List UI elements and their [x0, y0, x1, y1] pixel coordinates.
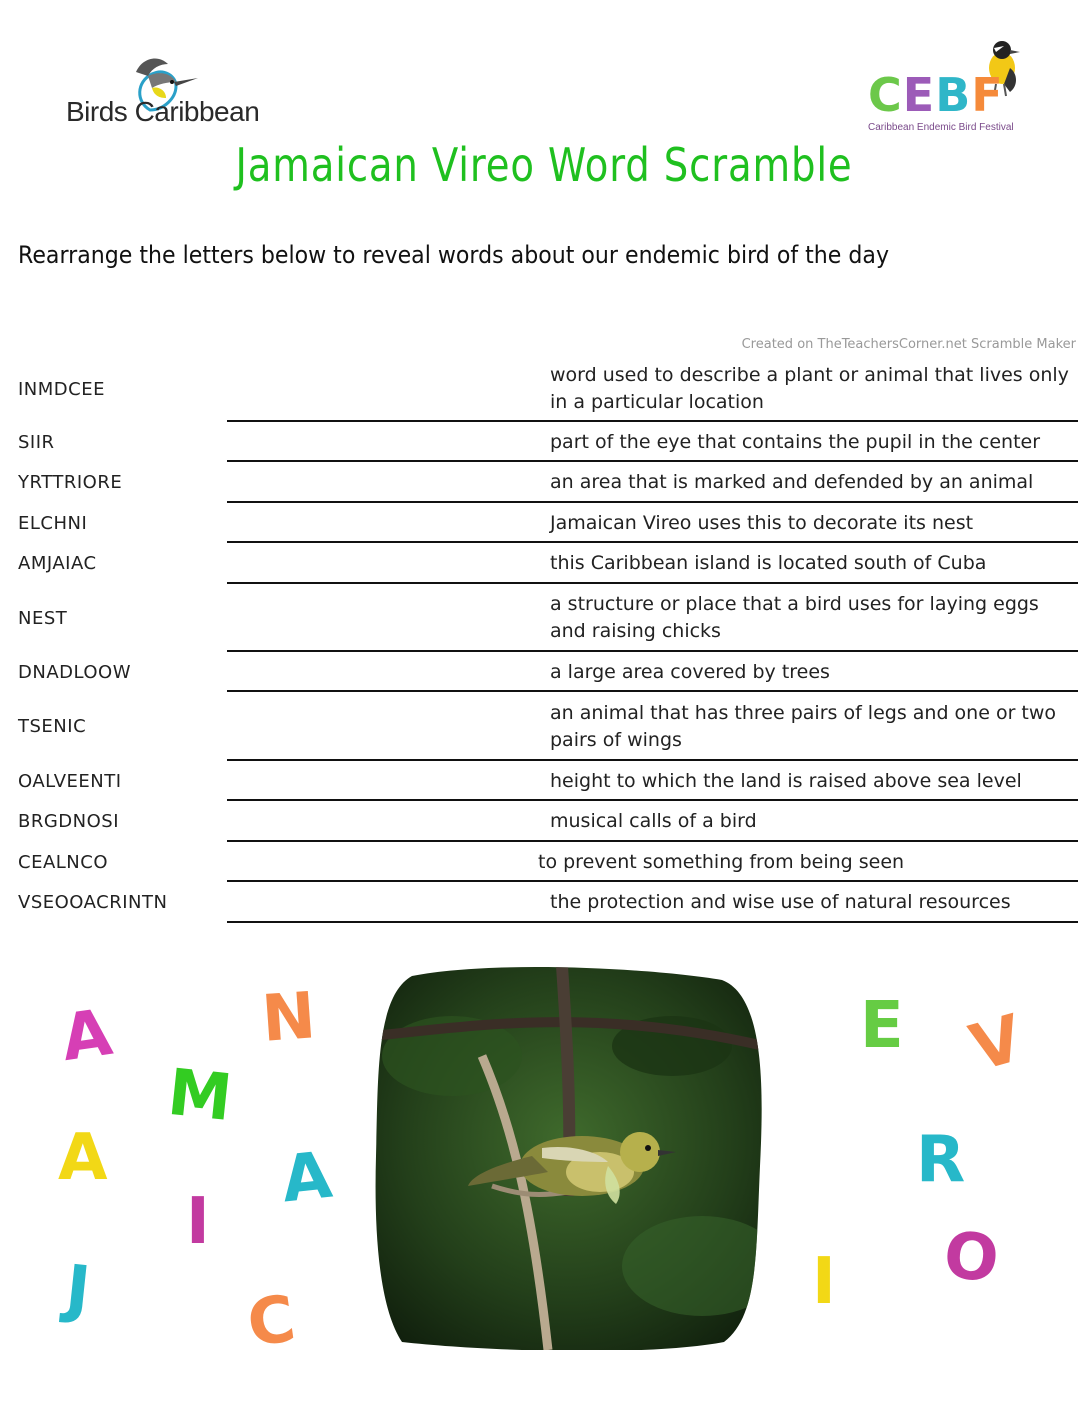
clue-text: a structure or place that a bird uses for laying eggs and raising chicks: [550, 593, 1039, 642]
deco-letter: N: [259, 979, 319, 1057]
scrambled-word: OALVEENTI: [18, 770, 122, 792]
deco-letter: R: [916, 1123, 966, 1197]
clue-text: an area that is marked and defended by an animal: [550, 471, 1034, 493]
cebf-wordmark: [868, 68, 1004, 122]
scrambled-word: YRTTRIORE: [18, 472, 123, 493]
scrambled-word: VSEOOACRINTN: [18, 892, 168, 913]
scramble-row: [0, 543, 1088, 584]
scramble-row: [0, 801, 1088, 842]
cebf-letter-c: C: [868, 68, 903, 122]
clue-text: musical calls of a bird: [550, 810, 757, 832]
deco-letter: A: [278, 1138, 336, 1218]
deco-letter: O: [940, 1218, 1003, 1298]
scramble-list: [0, 356, 1088, 923]
deco-letter: J: [62, 1251, 94, 1329]
scramble-row: [0, 503, 1088, 543]
clue-text: word used to describe a plant or animal that lives only in a particular location: [550, 364, 1069, 413]
scramble-row: [0, 584, 1088, 652]
scramble-row: [0, 462, 1088, 503]
scramble-row: [0, 692, 1088, 761]
scrambled-word: TSENIC: [18, 716, 87, 737]
scramble-row: [0, 652, 1088, 692]
deco-letter: V: [962, 1001, 1031, 1087]
scramble-row: [0, 422, 1088, 462]
jamaican-vireo-photo: [372, 966, 764, 1350]
deco-letter: A: [58, 1121, 108, 1195]
deco-letter: I: [186, 1185, 210, 1259]
clue-text: height to which the land is raised above sea level: [550, 769, 1022, 792]
scramble-row: [0, 882, 1088, 923]
clue-text: Jamaican Vireo uses this to decorate its nest: [550, 511, 974, 534]
credit-line: Created on TheTeachersCorner.net Scramble Maker: [741, 337, 1076, 352]
deco-letter: A: [57, 995, 117, 1077]
scramble-row: [0, 842, 1088, 882]
clue-text: a large area covered by trees: [550, 660, 830, 683]
cebf-letter-b: B: [935, 68, 972, 122]
scrambled-word: AMJAIAC: [18, 553, 97, 574]
instructions: Rearrange the letters below to reveal words about our endemic bird of the day: [18, 241, 890, 269]
deco-letter: I: [812, 1245, 836, 1319]
scrambled-word: ELCHNI: [18, 512, 88, 534]
scramble-row: [0, 356, 1088, 422]
cebf-letter-f: F: [971, 68, 1004, 122]
scrambled-word: BRGDNOSI: [18, 811, 120, 832]
scramble-row: [0, 761, 1088, 801]
clue-text: an animal that has three pairs of legs and one or two pairs of wings: [550, 701, 1057, 751]
scrambled-word: CEALNCO: [18, 851, 108, 873]
scrambled-word: DNADLOOW: [18, 661, 132, 683]
birds-caribbean-wordmark: Birds Caribbean: [66, 96, 260, 127]
cebf-logo: [862, 40, 1032, 140]
clue-text: the protection and wise use of natural resources: [550, 891, 1011, 913]
scrambled-word: SIIR: [18, 431, 55, 453]
answer-line[interactable]: [227, 921, 1078, 923]
deco-letter: M: [164, 1055, 236, 1137]
cebf-subtitle: Caribbean Endemic Bird Festival: [868, 122, 1014, 133]
deco-letter: C: [243, 1282, 300, 1362]
deco-letter: E: [860, 989, 904, 1063]
cebf-letter-e: E: [902, 68, 936, 122]
clue-text: this Caribbean island is located south of Cuba: [550, 552, 987, 574]
clue-text: part of the eye that contains the pupil in the center: [550, 430, 1041, 453]
scrambled-word: NEST: [18, 607, 68, 629]
birds-caribbean-logo: [62, 52, 282, 142]
clue-text: to prevent something from being seen: [538, 850, 905, 873]
page-title: Jamaican Vireo Word Scramble: [235, 138, 853, 192]
scrambled-word: INMDCEE: [18, 378, 105, 400]
